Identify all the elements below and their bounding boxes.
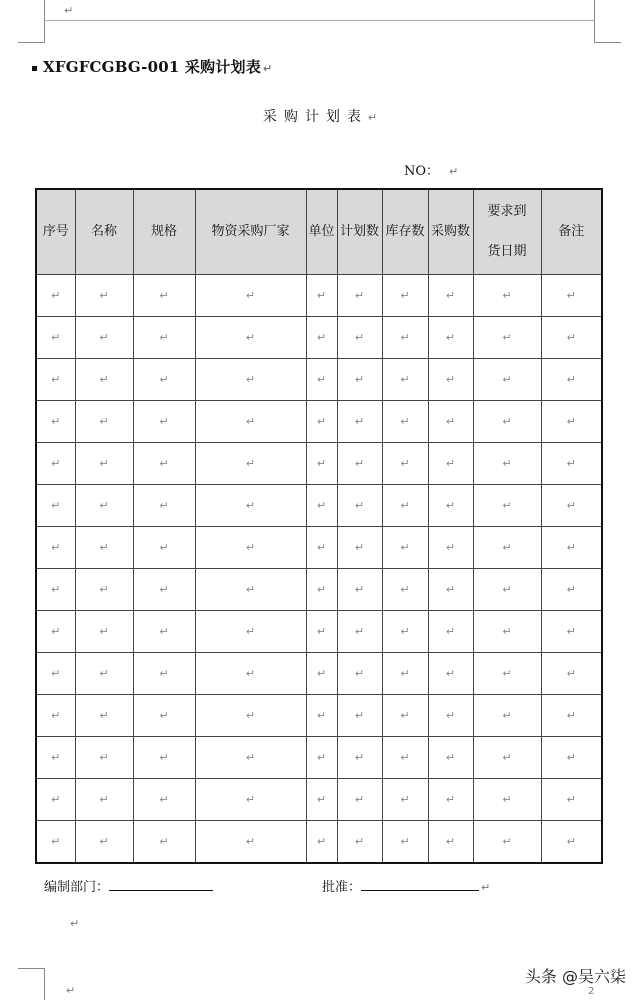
table-cell[interactable]: ↵ bbox=[36, 611, 75, 653]
table-row bbox=[36, 527, 602, 569]
column-header: 采购数 bbox=[428, 189, 473, 275]
table-cell[interactable]: ↵ bbox=[428, 695, 473, 737]
table-cell[interactable]: ↵ bbox=[36, 275, 75, 317]
table-row bbox=[36, 695, 602, 737]
column-header: 库存数 bbox=[382, 189, 428, 275]
paragraph-mark: ↵ bbox=[262, 62, 273, 75]
table-cell[interactable]: ↵ bbox=[75, 401, 133, 443]
table-cell[interactable]: ↵ bbox=[541, 359, 602, 401]
table-cell[interactable]: ↵ bbox=[428, 275, 473, 317]
table-cell[interactable]: ↵ bbox=[36, 443, 75, 485]
table-cell[interactable]: ↵ bbox=[306, 401, 337, 443]
table-cell[interactable]: ↵ bbox=[133, 317, 195, 359]
table-cell[interactable]: ↵ bbox=[428, 485, 473, 527]
column-header: 名称 bbox=[75, 189, 133, 275]
table-cell[interactable]: ↵ bbox=[306, 695, 337, 737]
table-row bbox=[36, 779, 602, 821]
table-cell[interactable]: ↵ bbox=[306, 317, 337, 359]
table-cell[interactable]: ↵ bbox=[382, 611, 428, 653]
table-cell[interactable]: ↵ bbox=[337, 821, 382, 864]
table-cell[interactable]: ↵ bbox=[133, 569, 195, 611]
paragraph-mark: ↵ bbox=[449, 165, 459, 178]
table-cell[interactable]: ↵ bbox=[36, 485, 75, 527]
table-cell[interactable]: ↵ bbox=[382, 443, 428, 485]
table-cell[interactable]: ↵ bbox=[195, 821, 306, 864]
header-rule bbox=[44, 20, 594, 21]
table-cell[interactable]: ↵ bbox=[382, 401, 428, 443]
table-cell[interactable]: ↵ bbox=[541, 317, 602, 359]
table-cell[interactable]: ↵ bbox=[428, 401, 473, 443]
column-header: 单位 bbox=[306, 189, 337, 275]
column-header: 计划数 bbox=[337, 189, 382, 275]
table-cell[interactable]: ↵ bbox=[473, 317, 541, 359]
table-cell[interactable]: ↵ bbox=[473, 359, 541, 401]
table-cell[interactable]: ↵ bbox=[75, 359, 133, 401]
table-cell[interactable]: ↵ bbox=[473, 695, 541, 737]
document-code-text: XFGFCGBG-001 采购计划表 bbox=[43, 58, 261, 76]
number-label: NO： bbox=[404, 164, 440, 179]
table-cell[interactable]: ↵ bbox=[541, 821, 602, 864]
table-cell[interactable]: ↵ bbox=[473, 443, 541, 485]
table-cell[interactable]: ↵ bbox=[195, 779, 306, 821]
table-cell[interactable]: ↵ bbox=[75, 485, 133, 527]
table-cell[interactable]: ↵ bbox=[195, 611, 306, 653]
table-cell[interactable]: ↵ bbox=[382, 485, 428, 527]
table-cell[interactable]: ↵ bbox=[195, 527, 306, 569]
table-cell[interactable]: ↵ bbox=[428, 821, 473, 864]
purchase-plan-table bbox=[35, 188, 603, 864]
approve-label: 批准： bbox=[322, 880, 362, 895]
table-cell[interactable]: ↵ bbox=[133, 359, 195, 401]
number-field bbox=[404, 160, 458, 179]
table-cell[interactable]: ↵ bbox=[473, 275, 541, 317]
table-cell[interactable]: ↵ bbox=[473, 653, 541, 695]
crop-mark-bottom-left bbox=[18, 968, 45, 1000]
table-cell[interactable]: ↵ bbox=[195, 695, 306, 737]
table-cell[interactable]: ↵ bbox=[541, 779, 602, 821]
due-date-line-1: 要求到 bbox=[487, 204, 527, 219]
approve-signature-line[interactable] bbox=[361, 878, 479, 891]
table-cell[interactable]: ↵ bbox=[75, 737, 133, 779]
table-cell[interactable]: ↵ bbox=[337, 569, 382, 611]
document-code bbox=[32, 56, 272, 77]
table-cell[interactable]: ↵ bbox=[133, 527, 195, 569]
table-cell[interactable]: ↵ bbox=[382, 695, 428, 737]
table-cell[interactable]: ↵ bbox=[195, 275, 306, 317]
column-header: 物资采购厂家 bbox=[195, 189, 306, 275]
table-cell[interactable]: ↵ bbox=[75, 653, 133, 695]
table-cell[interactable]: ↵ bbox=[306, 485, 337, 527]
table-cell[interactable]: ↵ bbox=[337, 485, 382, 527]
column-header: 序号 bbox=[36, 189, 75, 275]
table-cell[interactable]: ↵ bbox=[337, 401, 382, 443]
table-row bbox=[36, 611, 602, 653]
table-row bbox=[36, 275, 602, 317]
table-cell[interactable]: ↵ bbox=[133, 485, 195, 527]
table-cell[interactable]: ↵ bbox=[541, 695, 602, 737]
table-cell[interactable]: ↵ bbox=[541, 401, 602, 443]
table-cell[interactable]: ↵ bbox=[133, 779, 195, 821]
table-cell[interactable]: ↵ bbox=[133, 401, 195, 443]
table-cell[interactable]: ↵ bbox=[75, 275, 133, 317]
table-cell[interactable]: ↵ bbox=[75, 779, 133, 821]
column-header: 备注 bbox=[541, 189, 602, 275]
table-cell[interactable]: ↵ bbox=[382, 737, 428, 779]
table-cell[interactable]: ↵ bbox=[36, 737, 75, 779]
table-cell[interactable]: ↵ bbox=[75, 611, 133, 653]
table-cell[interactable]: ↵ bbox=[306, 611, 337, 653]
table-cell[interactable]: ↵ bbox=[36, 317, 75, 359]
table-cell[interactable]: ↵ bbox=[36, 569, 75, 611]
table-cell[interactable]: ↵ bbox=[306, 527, 337, 569]
table-cell[interactable]: ↵ bbox=[36, 695, 75, 737]
table-cell[interactable]: ↵ bbox=[36, 653, 75, 695]
paragraph-mark: ↵ bbox=[481, 881, 491, 894]
table-row bbox=[36, 485, 602, 527]
table-cell[interactable]: ↵ bbox=[306, 821, 337, 864]
table-cell[interactable]: ↵ bbox=[306, 443, 337, 485]
paragraph-mark: ↵ bbox=[64, 4, 74, 17]
table-cell[interactable]: ↵ bbox=[337, 695, 382, 737]
table-row bbox=[36, 821, 602, 864]
table-header-row bbox=[36, 189, 602, 275]
table-cell[interactable]: ↵ bbox=[195, 401, 306, 443]
paragraph-mark: ↵ bbox=[70, 917, 80, 930]
table-cell[interactable]: ↵ bbox=[133, 443, 195, 485]
dept-label: 编制部门： bbox=[44, 880, 110, 895]
footer-approve bbox=[322, 876, 490, 895]
column-header-due-date bbox=[473, 189, 541, 275]
table-cell[interactable]: ↵ bbox=[428, 653, 473, 695]
page-title-text: 采购计划表 bbox=[262, 109, 368, 125]
table-cell[interactable]: ↵ bbox=[541, 485, 602, 527]
table-cell[interactable]: ↵ bbox=[306, 779, 337, 821]
table-cell[interactable]: ↵ bbox=[337, 779, 382, 821]
table-row bbox=[36, 359, 602, 401]
table-cell[interactable]: ↵ bbox=[337, 611, 382, 653]
table-cell[interactable]: ↵ bbox=[428, 317, 473, 359]
table-cell[interactable]: ↵ bbox=[75, 569, 133, 611]
table-cell[interactable]: ↵ bbox=[428, 359, 473, 401]
table-cell[interactable]: ↵ bbox=[541, 737, 602, 779]
crop-mark-top-right bbox=[594, 0, 621, 43]
page-title bbox=[0, 106, 640, 126]
table-cell[interactable]: ↵ bbox=[337, 359, 382, 401]
table-cell[interactable]: ↵ bbox=[428, 527, 473, 569]
table-row bbox=[36, 401, 602, 443]
table-cell[interactable]: ↵ bbox=[195, 653, 306, 695]
table-body bbox=[36, 275, 602, 864]
watermark: 头条 @吴六柒 bbox=[524, 967, 626, 986]
table-row bbox=[36, 569, 602, 611]
table-cell[interactable]: ↵ bbox=[337, 653, 382, 695]
table-cell[interactable]: ↵ bbox=[337, 737, 382, 779]
table-cell[interactable]: ↵ bbox=[133, 695, 195, 737]
table-cell[interactable]: ↵ bbox=[75, 317, 133, 359]
table-cell[interactable]: ↵ bbox=[195, 569, 306, 611]
table-cell[interactable]: ↵ bbox=[382, 653, 428, 695]
table-cell[interactable]: ↵ bbox=[75, 443, 133, 485]
table-row bbox=[36, 443, 602, 485]
table-cell[interactable]: ↵ bbox=[541, 653, 602, 695]
table-cell[interactable]: ↵ bbox=[382, 779, 428, 821]
table-cell[interactable]: ↵ bbox=[337, 443, 382, 485]
bullet-icon bbox=[32, 66, 37, 71]
table-cell[interactable]: ↵ bbox=[306, 359, 337, 401]
table-cell[interactable]: ↵ bbox=[382, 821, 428, 864]
table-cell[interactable]: ↵ bbox=[195, 359, 306, 401]
table-cell[interactable]: ↵ bbox=[195, 443, 306, 485]
table-cell[interactable]: ↵ bbox=[382, 359, 428, 401]
table-cell[interactable]: ↵ bbox=[133, 821, 195, 864]
table-cell[interactable]: ↵ bbox=[541, 443, 602, 485]
table-cell[interactable]: ↵ bbox=[133, 653, 195, 695]
table-cell[interactable]: ↵ bbox=[382, 317, 428, 359]
table-cell[interactable]: ↵ bbox=[195, 317, 306, 359]
table-cell[interactable]: ↵ bbox=[36, 821, 75, 864]
footer-dept bbox=[44, 876, 213, 895]
table-row bbox=[36, 317, 602, 359]
table-cell[interactable]: ↵ bbox=[428, 443, 473, 485]
table-cell[interactable]: ↵ bbox=[473, 611, 541, 653]
table-cell[interactable]: ↵ bbox=[473, 737, 541, 779]
table-cell[interactable]: ↵ bbox=[473, 527, 541, 569]
table-cell[interactable]: ↵ bbox=[541, 527, 602, 569]
table-cell[interactable]: ↵ bbox=[428, 779, 473, 821]
table-cell[interactable]: ↵ bbox=[36, 527, 75, 569]
table-cell[interactable]: ↵ bbox=[195, 737, 306, 779]
table-cell[interactable]: ↵ bbox=[473, 779, 541, 821]
table-cell[interactable]: ↵ bbox=[337, 527, 382, 569]
table-cell[interactable]: ↵ bbox=[36, 359, 75, 401]
table-cell[interactable]: ↵ bbox=[306, 569, 337, 611]
table-row bbox=[36, 737, 602, 779]
table-cell[interactable]: ↵ bbox=[36, 401, 75, 443]
due-date-line-2: 货日期 bbox=[487, 244, 527, 259]
table-cell[interactable]: ↵ bbox=[428, 569, 473, 611]
table-cell[interactable]: ↵ bbox=[133, 611, 195, 653]
table-cell[interactable]: ↵ bbox=[133, 275, 195, 317]
crop-mark-top-left bbox=[18, 0, 45, 43]
table-cell[interactable]: ↵ bbox=[473, 821, 541, 864]
table-cell[interactable]: ↵ bbox=[428, 737, 473, 779]
dept-signature-line[interactable] bbox=[109, 878, 213, 891]
table-cell[interactable]: ↵ bbox=[306, 653, 337, 695]
table-cell[interactable]: ↵ bbox=[382, 275, 428, 317]
table-cell[interactable]: ↵ bbox=[75, 695, 133, 737]
table-cell[interactable]: ↵ bbox=[306, 737, 337, 779]
paragraph-mark: ↵ bbox=[367, 111, 378, 124]
table-cell[interactable]: ↵ bbox=[133, 737, 195, 779]
column-header: 规格 bbox=[133, 189, 195, 275]
table-cell[interactable]: ↵ bbox=[306, 275, 337, 317]
table-cell[interactable]: ↵ bbox=[75, 527, 133, 569]
table-cell[interactable]: ↵ bbox=[195, 485, 306, 527]
table-row bbox=[36, 653, 602, 695]
table-cell[interactable]: ↵ bbox=[36, 779, 75, 821]
table-cell[interactable]: ↵ bbox=[428, 611, 473, 653]
table-cell[interactable]: ↵ bbox=[473, 401, 541, 443]
table-cell[interactable]: ↵ bbox=[382, 569, 428, 611]
table-cell[interactable]: ↵ bbox=[75, 821, 133, 864]
table-cell[interactable]: ↵ bbox=[541, 275, 602, 317]
table-cell[interactable]: ↵ bbox=[337, 275, 382, 317]
table-cell[interactable]: ↵ bbox=[473, 485, 541, 527]
paragraph-mark: ↵ bbox=[66, 984, 76, 997]
table-cell[interactable]: ↵ bbox=[337, 317, 382, 359]
page-number: 2 bbox=[588, 986, 595, 997]
table-cell[interactable]: ↵ bbox=[541, 611, 602, 653]
table-cell[interactable]: ↵ bbox=[382, 527, 428, 569]
table-cell[interactable]: ↵ bbox=[473, 569, 541, 611]
table-cell[interactable]: ↵ bbox=[541, 569, 602, 611]
